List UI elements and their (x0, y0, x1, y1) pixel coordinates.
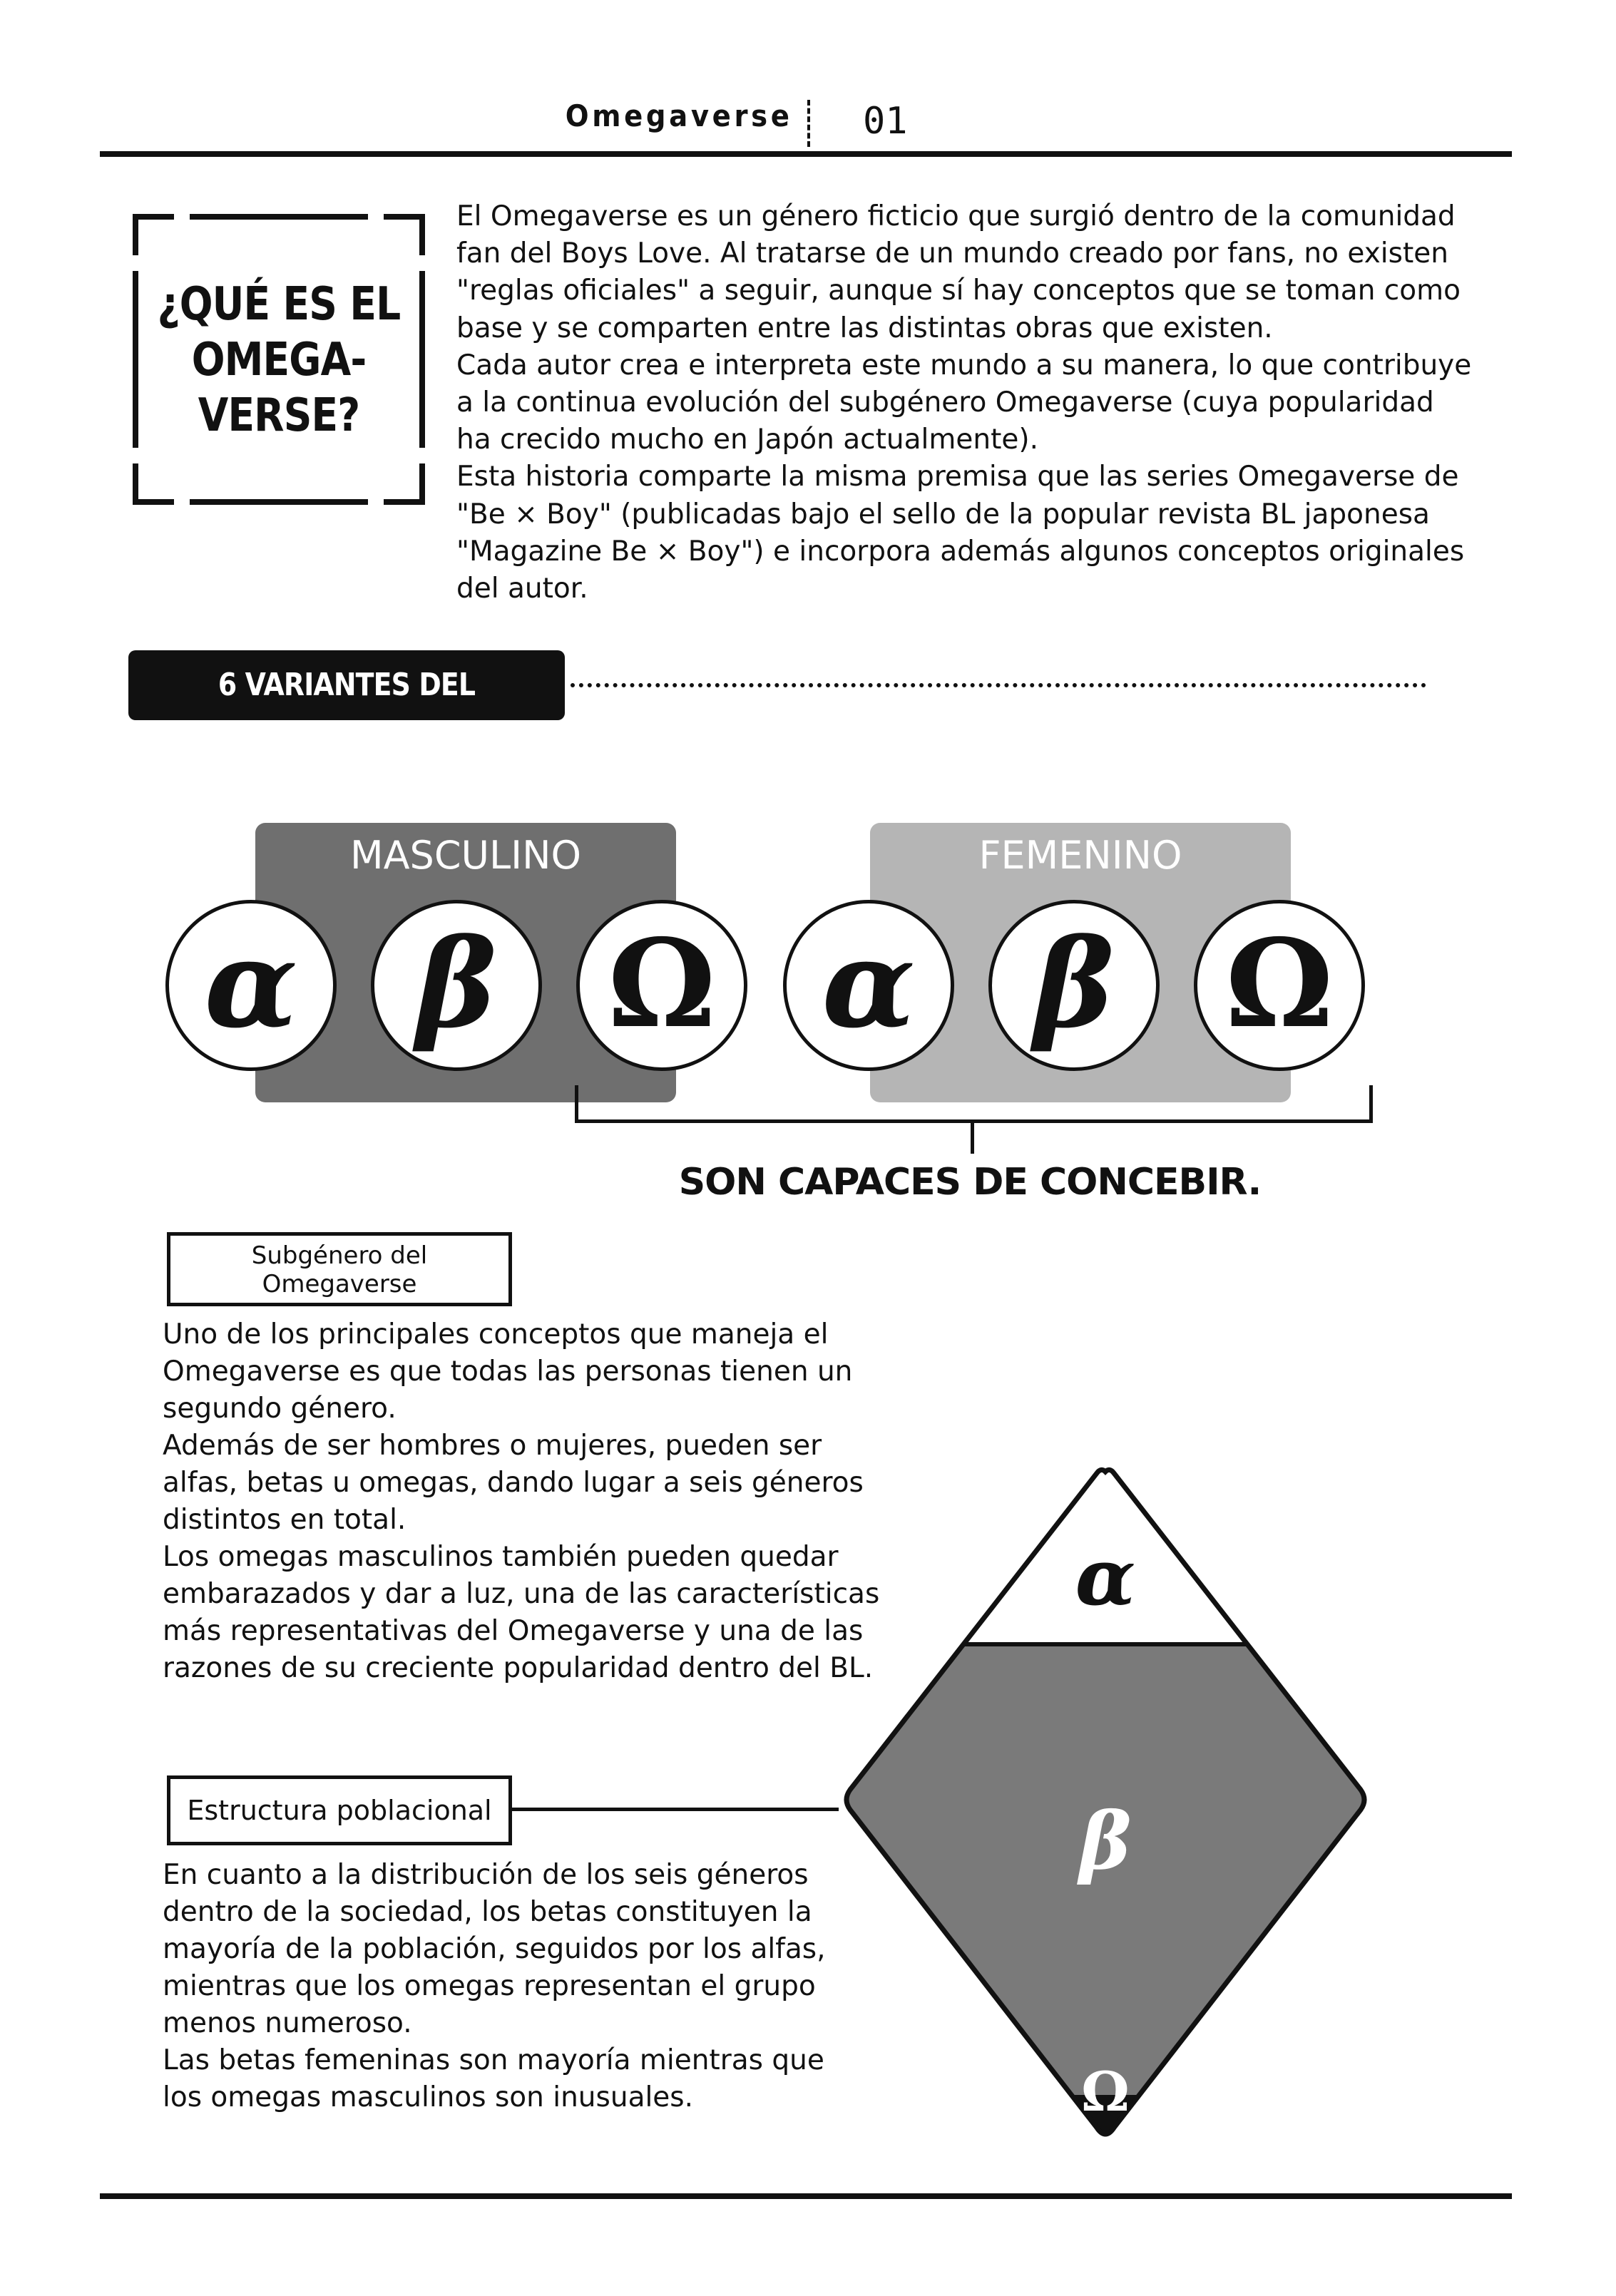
subgenre-text (163, 1316, 904, 1687)
subgenre-line: Además de ser hombres o mujeres, pueden ser (163, 1430, 822, 1462)
subgenre-line: Uno de los principales conceptos que maneja el (163, 1318, 829, 1351)
population-title: Estructura poblacional (187, 1795, 492, 1826)
intro-line: a la continua evolución del subgénero Omegaverse (cuya popularidad (456, 386, 1434, 419)
question-title-line: OMEGA- (191, 334, 367, 386)
population-text (163, 1857, 876, 2116)
diagram-alpha-label: α (1075, 1531, 1136, 1623)
footer-rule (100, 2193, 1512, 2199)
masculine-label: MASCULINO (350, 833, 581, 878)
conceive-caption: SON CAPACES DE CONCEBIR. (678, 1161, 1262, 1204)
intro-line: "Magazine Be × Boy") e incorpora además algunos conceptos originales (456, 535, 1465, 568)
population-title-box (167, 1775, 512, 1845)
subgenre-line: más representativas del Omegaverse y una de las (163, 1615, 864, 1647)
population-line: menos numeroso. (163, 2007, 412, 2039)
intro-line: fan del Boys Love. Al tratarse de un mundo creado por fans, no existen (456, 237, 1448, 270)
male-omega-symbol: Ω (576, 900, 747, 1071)
subgenre-line: Omegaverse es que todas las personas tienen un (163, 1355, 853, 1388)
question-title-line: VERSE? (198, 389, 360, 442)
female-alpha-symbol: α (783, 900, 954, 1071)
intro-line: ha crecido mucho en Japón actualmente). (456, 424, 1038, 456)
intro-line: Esta historia comparte la misma premisa que las series Omegaverse de (456, 461, 1459, 493)
population-line: Las betas femeninas son mayoría mientras que (163, 2044, 824, 2076)
header-rule (100, 151, 1512, 157)
feminine-label: FEMENINO (978, 833, 1182, 878)
subgenre-title-line: Omegaverse (262, 1270, 417, 1298)
subgenre-line: Los omegas masculinos también pueden quedar (163, 1541, 839, 1573)
population-diamond (820, 1455, 1391, 2161)
section-title-text: 6 VARIANTES DEL GÉNERO (218, 667, 476, 773)
population-line: los omegas masculinos son inusuales. (163, 2081, 694, 2113)
subgenre-line: embarazados y dar a luz, una de las características (163, 1578, 880, 1610)
female-omega-symbol: Ω (1194, 900, 1365, 1071)
subgenre-title-line: Subgénero del (251, 1241, 428, 1270)
population-connector (511, 1808, 839, 1811)
subgenre-line: distintos en total. (163, 1504, 406, 1536)
male-alpha-symbol: α (165, 900, 337, 1071)
population-line: mientras que los omegas representan el grupo (163, 1970, 816, 2002)
intro-text (456, 198, 1490, 608)
intro-line: base y se comparten entre las distintas obras que existen. (456, 312, 1273, 344)
population-line: dentro de la sociedad, los betas constituyen la (163, 1896, 812, 1928)
intro-line: El Omegaverse es un género ficticio que surgió dentro de la comunidad (456, 200, 1456, 232)
intro-line: "Be × Boy" (publicadas bajo el sello de la popular revista BL japonesa (456, 498, 1430, 531)
intro-line: del autor. (456, 573, 588, 605)
question-title (153, 277, 405, 444)
section-title (128, 650, 565, 773)
subgenre-line: razones de su creciente popularidad dentro del BL. (163, 1652, 874, 1684)
question-title-line: ¿QUÉ ES EL (157, 278, 401, 331)
population-line: mayoría de la población, seguidos por los alfas, (163, 1933, 826, 1965)
intro-line: Cada autor crea e interpreta este mundo a su manera, lo que contribuye (456, 349, 1472, 381)
intro-line: "reglas oficiales" a seguir, aunque sí hay conceptos que se toman como (456, 275, 1461, 307)
diagram-omega-label: Ω (1081, 2060, 1130, 2123)
female-beta-symbol: β (988, 900, 1160, 1071)
header-title: Omegaverse (565, 98, 793, 133)
subgenre-line: alfas, betas u omegas, dando lugar a seis géneros (163, 1467, 864, 1499)
diagram-beta-label: β (1079, 1795, 1132, 1887)
header-separator (807, 100, 810, 147)
subgenre-line: segundo género. (163, 1393, 397, 1425)
subgenre-title-box (167, 1232, 512, 1306)
page-number: 01 (863, 100, 908, 143)
population-line: En cuanto a la distribución de los seis géneros (163, 1859, 809, 1891)
section-dotted-rule (571, 683, 1426, 687)
male-beta-symbol: β (371, 900, 542, 1071)
